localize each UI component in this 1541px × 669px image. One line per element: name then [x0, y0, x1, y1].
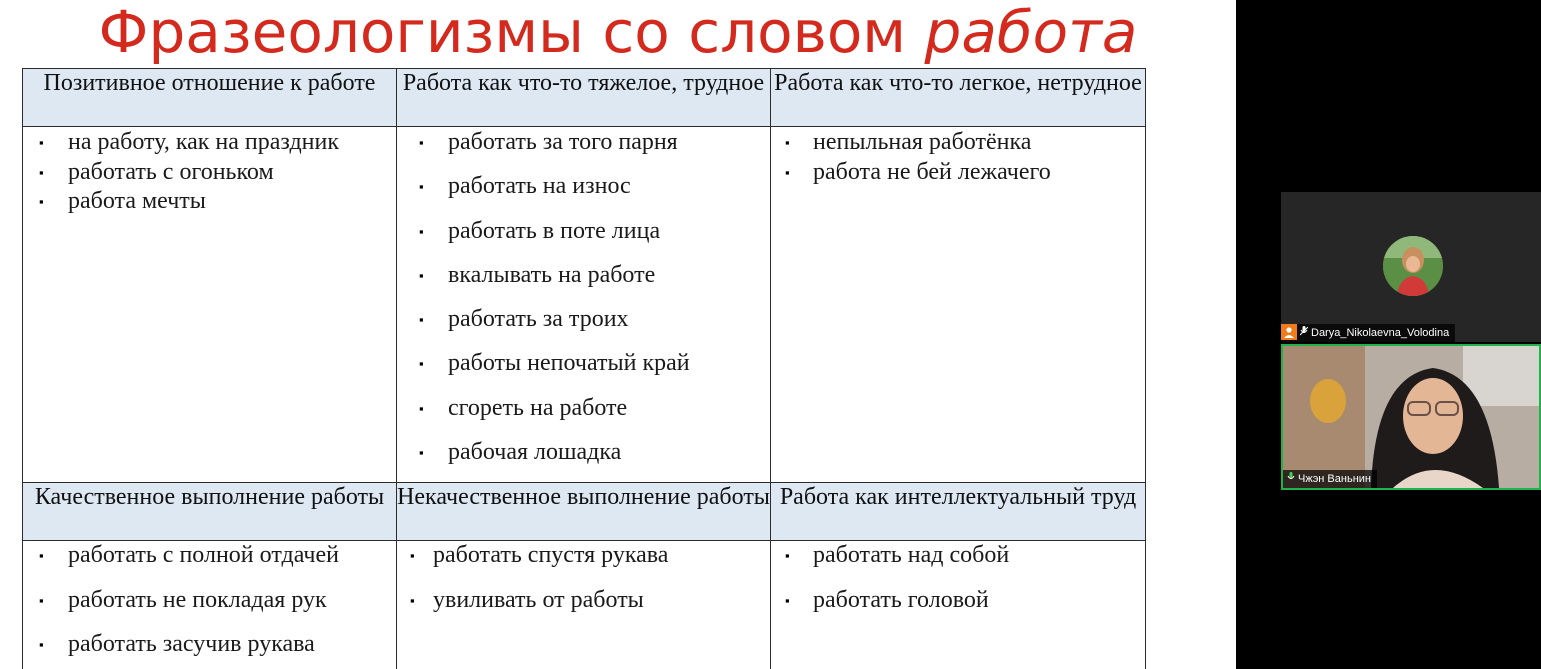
bullet-icon: ▪ — [39, 164, 44, 180]
participant-tile-speaker[interactable] — [1281, 344, 1541, 490]
list-positive-attitude — [23, 127, 396, 217]
cell-poor-work — [397, 541, 771, 669]
avatar — [1383, 236, 1443, 296]
bullet-icon: ▪ — [39, 194, 44, 209]
list-item: ▪ на работу, как на праздник — [39, 129, 340, 155]
bullet-icon: ▪ — [785, 548, 790, 564]
bullet-icon: ▪ — [785, 164, 790, 180]
list-item: ▪ работать в поте лица — [419, 217, 661, 244]
bullet-icon: ▪ — [419, 445, 424, 461]
cell-quality-work — [23, 541, 397, 669]
mic-icon — [1287, 470, 1295, 488]
header-hard-work: Работа как что-то тяжелое, трудное — [397, 69, 771, 127]
bullet-icon: ▪ — [419, 356, 424, 372]
slide-title-emphasis: работа — [924, 0, 1138, 66]
bullet-icon: ▪ — [785, 592, 790, 608]
list-item: ▪ вкалывать на работе — [419, 261, 656, 288]
list-item: ▪ работать с огоньком — [39, 158, 274, 185]
list-item: ▪ работать на износ — [419, 173, 631, 200]
list-item: ▪ работать головой — [785, 586, 989, 613]
list-item: ▪ работать за того парня — [419, 129, 678, 155]
list-item: ▪ работа не бей лежачего — [785, 158, 1051, 185]
cell-intellectual-work — [771, 541, 1146, 669]
bullet-icon: ▪ — [39, 548, 44, 564]
participant-name-bar — [1281, 324, 1455, 342]
bullet-icon: ▪ — [39, 637, 44, 653]
list-easy-work — [771, 127, 1145, 187]
list-item: ▪ работать спустя рукава — [410, 542, 669, 569]
participant-name: Darya_Nikolaevna_Volodina — [1311, 327, 1450, 339]
bullet-icon: ▪ — [39, 592, 44, 608]
bullet-icon: ▪ — [39, 135, 44, 150]
bullet-icon: ▪ — [419, 135, 424, 150]
mic-muted-icon — [1300, 324, 1308, 342]
list-item: ▪ непыльная работёнка — [785, 129, 1032, 155]
header-poor-work: Некачественное выполнение работы — [397, 483, 771, 541]
list-poor-work — [397, 541, 770, 630]
list-item: ▪ работать над собой — [785, 542, 1010, 569]
participant-name-bar — [1283, 470, 1377, 488]
host-icon — [1281, 324, 1297, 340]
bullet-icon: ▪ — [419, 312, 424, 328]
list-item: ▪ работы непочатый край — [419, 350, 690, 377]
slide-title-main: Фразеологизмы со словом — [98, 0, 925, 66]
video-feed — [1283, 346, 1539, 488]
bullet-icon: ▪ — [419, 400, 424, 416]
list-item: ▪ увиливать от работы — [410, 586, 644, 613]
list-item: ▪ работать с полной отдачей — [39, 542, 339, 569]
header-quality-work: Качественное выполнение работы — [23, 483, 397, 541]
bullet-icon: ▪ — [410, 548, 415, 564]
bullet-icon: ▪ — [785, 135, 790, 150]
bullet-icon: ▪ — [410, 592, 415, 608]
bullet-icon: ▪ — [419, 267, 424, 283]
cell-hard-work — [397, 127, 771, 483]
participant-tile-host[interactable] — [1281, 192, 1541, 342]
list-item: ▪ рабочая лошадка — [419, 439, 622, 466]
list-quality-work — [23, 541, 396, 669]
list-item: ▪ работать не покладая рук — [39, 586, 327, 613]
header-positive-attitude: Позитивное отношение к работе — [23, 69, 397, 127]
bullet-icon: ▪ — [419, 179, 424, 195]
list-item: ▪ сгореть на работе — [419, 394, 628, 421]
participant-name: Чжэн Ваньнин — [1298, 473, 1371, 485]
header-intellectual-work: Работа как интеллектуальный труд — [771, 483, 1146, 541]
list-intellectual-work — [771, 541, 1145, 630]
list-item: ▪ работать за троих — [419, 306, 629, 333]
cell-easy-work — [771, 127, 1146, 483]
list-item: ▪ работа мечты — [39, 188, 206, 214]
header-easy-work: Работа как что-то легкое, нетрудное — [771, 69, 1146, 127]
list-item: ▪ работать засучив рукава — [39, 631, 315, 658]
bullet-icon: ▪ — [419, 223, 424, 239]
slide-title — [0, 0, 1236, 64]
list-hard-work — [397, 127, 770, 482]
phraseology-table — [22, 68, 1146, 669]
cell-positive-attitude — [23, 127, 397, 483]
